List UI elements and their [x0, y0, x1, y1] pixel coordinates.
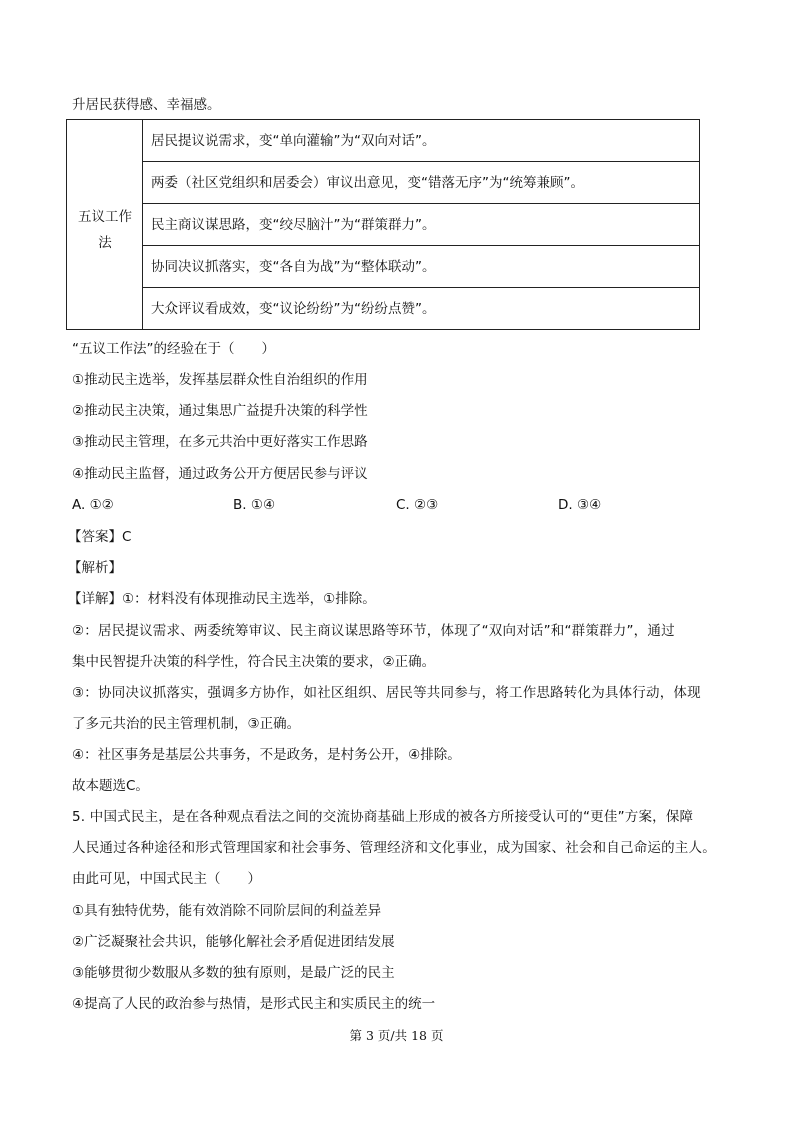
detail-line: ④：社区事务是基层公共事务，不是政务，是村务公开，④排除。 [72, 747, 461, 763]
question4-item: ②推动民主决策，通过集思广益提升决策的科学性 [72, 403, 368, 419]
question5-item: ③能够贯彻少数服从多数的独有原则，是最广泛的民主 [72, 965, 395, 981]
detail-line: ②：居民提议需求、两委统筹审议、民主商议谋思路等环节，体现了“双向对话”和“群策群力”，通过 [72, 623, 675, 639]
detail-line: ③：协同决议抓落实，强调多方协作，如社区组织、居民等共同参与，将工作思路转化为具体行动，体现 [72, 685, 701, 701]
table-row: 民主商议谋思路，变“绞尽脑汁”为“群策群力”。 [143, 204, 700, 246]
question5-stem-line: 人民通过各种途径和形式管理国家和社会事务、管理经济和文化事业，成为国家、社会和自己命运的主人。 [72, 840, 716, 856]
question5-stem-line: 由此可见，中国式民主（ ） [72, 871, 261, 887]
answer-line: 【答案】C [68, 529, 132, 545]
intro-line: 升居民获得感、幸福感。 [72, 97, 221, 113]
option-a: A. ①② [72, 497, 114, 513]
question4-item: ④推动民主监督，通过政务公开方便居民参与评议 [72, 466, 368, 482]
option-d: D. ③④ [558, 497, 602, 513]
detail-line: 【详解】①：材料没有体现推动民主选举，①排除。 [68, 591, 376, 607]
option-b: B. ①④ [233, 497, 276, 513]
detail-line: 了多元共治的民主管理机制，③正确。 [72, 716, 301, 732]
table-row: 两委（社区党组织和居委会）审议出意见，变“错落无序”为“统筹兼顾”。 [143, 162, 700, 204]
question5-item: ②广泛凝聚社会共识，能够化解社会矛盾促进团结发展 [72, 934, 395, 950]
table-row: 居民提议说需求，变“单向灌输”为“双向对话”。 [143, 120, 700, 162]
analysis-label: 【解析】 [68, 560, 122, 576]
table-header-cell [67, 120, 143, 329]
table-row: 大众评议看成效，变“议论纷纷”为“纷纷点赞”。 [151, 301, 436, 317]
detail-line: 集中民智提升决策的科学性，符合民主决策的要求，②正确。 [72, 654, 436, 670]
option-c: C. ②③ [396, 497, 439, 513]
five-discussion-table [66, 119, 700, 330]
page-footer: 第 3 页/共 18 页 [349, 1028, 444, 1043]
table-row: 协同决议抓落实，变“各自为战”为“整体联动”。 [143, 246, 700, 288]
table-header-text: 五议工作法 [78, 209, 132, 251]
detail-line: 故本题选C。 [72, 778, 149, 794]
question4-item: ③推动民主管理，在多元共治中更好落实工作思路 [72, 434, 368, 450]
question5-item: ④提高了人民的政治参与热情，是形式民主和实质民主的统一 [72, 996, 436, 1012]
question4-item: ①推动民主选举，发挥基层群众性自治组织的作用 [72, 372, 368, 388]
question5-item: ①具有独特优势，能有效消除不同阶层间的利益差异 [72, 903, 382, 919]
question5-stem-line: 5. 中国式民主，是在各种观点看法之间的交流协商基础上形成的被各方所接受认可的“更佳”方案，保障 [72, 809, 694, 825]
question4-stem: “五议工作法”的经验在于（ ） [72, 341, 275, 357]
